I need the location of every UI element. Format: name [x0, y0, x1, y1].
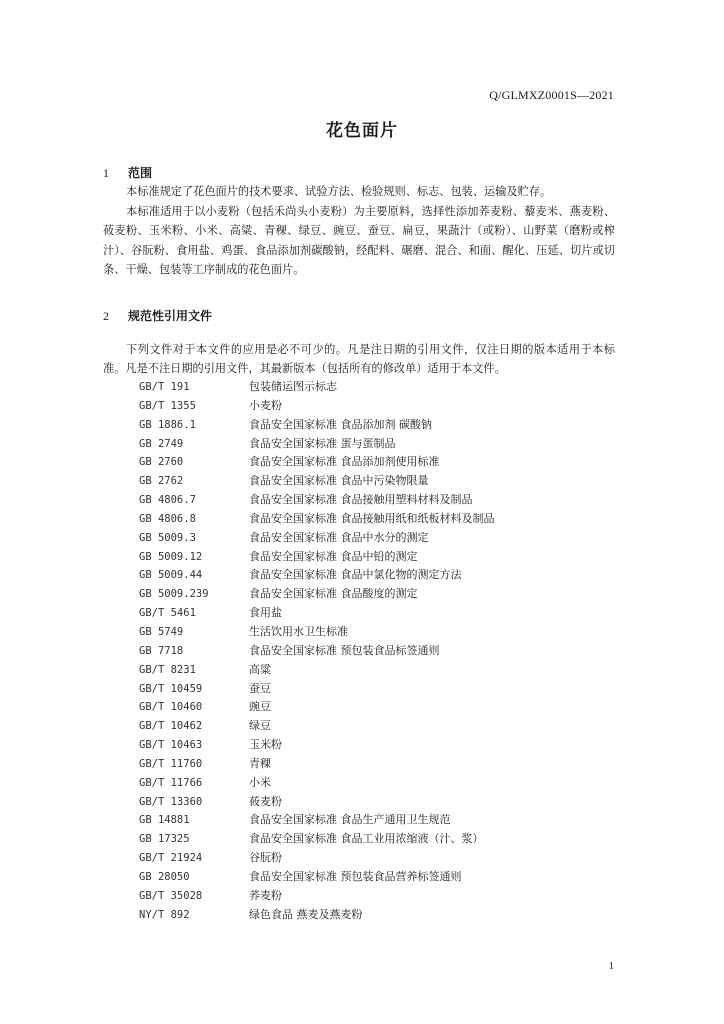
section-1-number: 1	[103, 166, 109, 180]
reference-name: 食品安全国家标准 食品酸度的测定	[249, 587, 418, 601]
reference-item	[139, 698, 495, 717]
reference-item	[139, 793, 495, 812]
reference-name: 小麦粉	[249, 398, 282, 412]
reference-name: 包装储运图示标志	[249, 380, 337, 393]
reference-name: 生活饮用水卫生标准	[249, 624, 348, 638]
reference-code: GB/T 11766	[139, 776, 203, 789]
reference-item	[139, 623, 495, 642]
reference-code: GB 5009.3	[139, 531, 196, 544]
reference-code: GB 17325	[139, 833, 190, 846]
reference-item	[139, 774, 495, 793]
reference-code: GB 4806.8	[139, 512, 196, 525]
reference-code: GB/T 8231	[139, 663, 196, 676]
reference-name: 食品安全国家标准 食品中铅的测定	[249, 549, 418, 563]
reference-code: GB/T 10463	[139, 739, 203, 752]
reference-item	[139, 491, 495, 510]
reference-code: GB 5009.12	[139, 550, 203, 563]
reference-code: GB/T 191	[139, 381, 190, 393]
reference-name: 豌豆	[249, 700, 271, 714]
reference-code: GB 2762	[139, 475, 184, 488]
reference-name: 食品安全国家标准 食品中氯化物的测定方法	[249, 568, 462, 582]
section-1-title: 范围	[128, 166, 153, 180]
reference-code: GB/T 10462	[139, 720, 203, 733]
scope-paragraph-1: 本标准规定了花色面片的技术要求、试验方法、检验规则、标志、包装、运输及贮存。	[126, 185, 552, 198]
references-intro: 下列文件对于本文件的应用是必不可少的。凡是注日期的引用文件，仅注日期的版本适用于本标准。凡是不注日期的引用文件，其最新版本（包括所有的修改单）适用于本文件。	[103, 343, 615, 376]
reference-name: 食品安全国家标准 食品添加剂 碳酸钠	[249, 417, 432, 431]
reference-name: 荞麦粉	[249, 888, 282, 902]
reference-item	[139, 849, 495, 868]
reference-name: 食品安全国家标准 食品接触用塑料材料及制品	[249, 493, 473, 507]
reference-item	[139, 755, 495, 774]
reference-item	[139, 453, 495, 472]
reference-code: NY/T 892	[139, 908, 190, 921]
reference-name: 食品安全国家标准 食品工业用浓缩液（汁、浆）	[249, 832, 484, 846]
reference-name: 绿豆	[249, 719, 271, 733]
reference-item	[139, 416, 495, 435]
reference-name: 食品安全国家标准 食品添加剂使用标准	[249, 455, 440, 469]
reference-name: 谷朊粉	[249, 851, 282, 865]
section-1-heading	[103, 164, 152, 181]
reference-code: GB 2749	[139, 437, 184, 450]
reference-name: 食品安全国家标准 食品中水分的测定	[249, 530, 429, 544]
reference-code: GB 28050	[139, 870, 190, 883]
document-code: Q/GLMXZ0001S—2021	[489, 88, 614, 102]
reference-item	[139, 548, 495, 567]
reference-name: 玉米粉	[249, 738, 282, 752]
reference-code: GB/T 10460	[139, 701, 203, 714]
reference-code: GB/T 1355	[139, 399, 196, 412]
reference-item	[139, 529, 495, 548]
reference-list	[139, 378, 495, 924]
reference-name: 高粱	[249, 662, 271, 676]
reference-code: GB/T 5461	[139, 607, 196, 620]
reference-name: 食品安全国家标准 食品中污染物限量	[249, 474, 429, 488]
reference-name: 食品安全国家标准 食品接触用纸和纸板材料及制品	[249, 511, 495, 525]
reference-item	[139, 811, 495, 830]
reference-name: 小米	[249, 775, 271, 789]
reference-code: GB 7718	[139, 644, 184, 657]
reference-item	[139, 435, 495, 454]
reference-code: GB 2760	[139, 456, 184, 469]
reference-item	[139, 585, 495, 604]
reference-name: 蚕豆	[249, 681, 271, 695]
reference-code: GB 5749	[139, 625, 184, 638]
reference-item	[139, 868, 495, 887]
reference-code: GB 5009.44	[139, 569, 203, 582]
section-2-heading	[103, 307, 212, 324]
reference-code: GB/T 10459	[139, 682, 203, 695]
reference-name: 食品安全国家标准 预包装食品标签通则	[249, 643, 440, 657]
section-2-title: 规范性引用文件	[128, 309, 213, 323]
reference-item	[139, 397, 495, 416]
reference-item	[139, 680, 495, 699]
scope-paragraph-2: 本标准适用于以小麦粉（包括禾尚头小麦粉）为主要原料，选择性添加荞麦粉、藜麦米、燕麦粉、莜麦粉、玉米粉、小米、高粱、青稞、绿豆、豌豆、蚕豆、扁豆，果蔬汁（或粉）、山野菜（磨粉或榨汁）、谷朊粉、食用盐、鸡蛋、食品添加剂碳酸钠，经配料、碾磨、混合、和面、醒化、压延、切片或切条、干燥、包装等工序制成的花色面片。	[103, 205, 615, 277]
reference-item	[139, 887, 495, 906]
page-number: 1	[608, 960, 614, 972]
reference-name: 食品安全国家标准 食品生产通用卫生规范	[249, 813, 451, 827]
reference-name: 食用盐	[249, 606, 282, 620]
reference-name: 食品安全国家标准 蛋与蛋制品	[249, 436, 396, 450]
reference-code: GB 4806.7	[139, 494, 196, 507]
reference-code: GB/T 11760	[139, 757, 203, 770]
reference-item	[139, 566, 495, 585]
reference-name: 食品安全国家标准 预包装食品营养标签通则	[249, 869, 462, 883]
reference-name: 绿色食品 燕麦及燕麦粉	[249, 907, 363, 921]
reference-code: GB/T 35028	[139, 889, 203, 902]
reference-item	[139, 378, 495, 397]
reference-code: GB 14881	[139, 814, 190, 827]
section-2-number: 2	[103, 309, 109, 323]
reference-item	[139, 906, 495, 925]
reference-name: 莜麦粉	[249, 794, 282, 808]
reference-item	[139, 717, 495, 736]
document-title: 花色面片	[326, 121, 398, 141]
reference-item	[139, 736, 495, 755]
reference-item	[139, 661, 495, 680]
reference-name: 青稞	[249, 756, 271, 770]
reference-code: GB/T 21924	[139, 852, 203, 865]
reference-item	[139, 830, 495, 849]
reference-item	[139, 604, 495, 623]
reference-item	[139, 642, 495, 661]
reference-code: GB/T 13360	[139, 795, 203, 808]
reference-code: GB 5009.239	[139, 588, 209, 601]
reference-code: GB 1886.1	[139, 418, 196, 431]
reference-item	[139, 510, 495, 529]
reference-item	[139, 472, 495, 491]
